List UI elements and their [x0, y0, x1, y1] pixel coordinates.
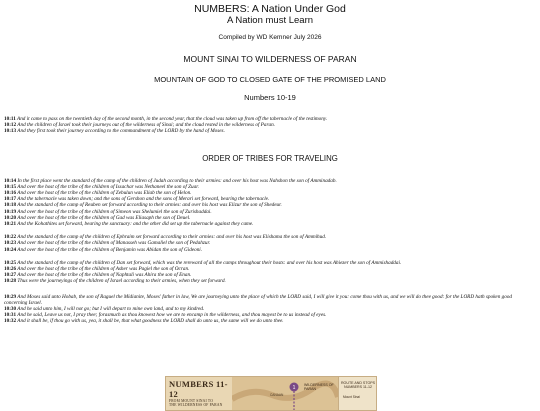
verse-text: And Moses said unto Hobab, the son of Raguel the Midianite, Moses' father in law, We are journeying unto the place of which the LORD said, I will give it you: come thou with us, and we will do thee good: for the LORD hath spoken good concerning Israel.: [4, 293, 512, 306]
verse-number: 10:20: [4, 214, 17, 221]
verse-block-departure: [0, 116, 540, 135]
verse-line: [4, 318, 536, 324]
verse-text: And the children of Israel took their journeys out of the wilderness of Sinai; and the cloud rested in the wilderness of Paran.: [16, 122, 275, 129]
verse-text: And the standard of the camp of the children of Ephraim set forward according to their armies: and over his host was Elishama the son of Ammihud.: [16, 234, 327, 241]
verse-block-dan: [0, 260, 540, 285]
verse-text: And he said unto him, I will not go; but I will depart to mine own land, and to my kindred.: [16, 306, 205, 313]
route-subheading: MOUNTAIN OF GOD TO CLOSED GATE OF THE PROMISED LAND: [154, 75, 386, 84]
verse-text: And the standard of the camp of the children of Dan set forward, which was the rereward of all the camps throughout their hosts: and over his host was Ahiezer the son of Ammishaddai.: [16, 259, 402, 266]
verse-text: And over the host of the tribe of the children of Zebulun was Eliab the son of Helon.: [16, 190, 192, 197]
verse-text: And over the host of the tribe of the children of Asher was Pagiel the son of Ocran.: [16, 266, 190, 273]
verse-text: And it came to pass on the twentieth day of the second month, in the second year, that the cloud was taken up from off the tabernacle of the testimony.: [15, 116, 328, 122]
verse-text: And over the host of the tribe of the children of Benjamin was Abidan the son of Gideoni.: [16, 246, 203, 253]
verse-text: In the first place went the standard of the camp of the children of Judah according to their armies: and over his host was Nahshon the son of Amminadab.: [16, 177, 337, 184]
verse-number: 10:32: [4, 318, 17, 325]
verse-text: And he said, Leave us not, I pray thee; forasmuch as thou knowest how we are to encamp in the wilderness, and thou mayest be to us instead of eyes.: [16, 312, 327, 319]
verse-number: 10:21: [4, 221, 17, 228]
map-route-graphic: [232, 377, 338, 410]
page-title: NUMBERS: A Nation Under God: [194, 3, 346, 15]
verse-text: And over the host of the tribe of the children of Naphtali was Ahira the son of Enan.: [16, 272, 192, 279]
verse-text: And the standard of the camp of Reuben set forward according to their armies: and over his host was Elizur the son of Shedeur.: [16, 202, 282, 209]
verse-block-ephraim: [0, 234, 540, 253]
verse-number: 10:24: [4, 246, 17, 253]
verse-number: 10:29: [4, 293, 17, 300]
verse-text: And over the host of the tribe of the children of Gad was Eliasaph the son of Deuel.: [16, 214, 191, 221]
map-label-canaan: CANAAN: [270, 393, 284, 397]
verse-line: [4, 294, 536, 306]
order-heading: ORDER OF TRIBES FOR TRAVELING: [202, 153, 338, 163]
map-title-box: [169, 379, 231, 410]
verse-number: 10:11: [4, 116, 16, 122]
verse-line: [4, 128, 536, 134]
map-label-paran: WILDERNESS OF PARAN: [304, 383, 334, 391]
route-heading: MOUNT SINAI TO WILDERNESS OF PARAN: [183, 54, 357, 64]
verse-text: And the tabernacle was taken down; and the sons of Gershon and the sons of Merari set forward, bearing the tabernacle.: [16, 196, 270, 203]
verse-number: 10:23: [4, 240, 17, 247]
verse-number: 10:12: [4, 122, 17, 129]
verse-text: Thus were the journeyings of the children of Israel according to their armies, when they set forward.: [16, 278, 226, 285]
verse-number: 10:25: [4, 259, 17, 266]
verse-number: 10:14: [4, 177, 17, 184]
verse-number: 10:13: [4, 128, 17, 135]
verse-text: And over the host of the tribe of the children of Simeon was Shelumiel the son of Zurishaddai.: [16, 208, 212, 215]
map-image: [165, 376, 377, 411]
page-subtitle: A Nation must Learn: [226, 15, 314, 26]
verse-number: 10:31: [4, 312, 17, 319]
verse-text: And the Kohathites set forward, bearing the sanctuary: and the other did set up the tabernacle against they came.: [16, 221, 254, 228]
map-area: [232, 377, 338, 410]
verse-number: 10:18: [4, 202, 17, 209]
verse-text: And they first took their journey according to the commandment of the LORD by the hand of Moses.: [16, 128, 225, 135]
map-legend-item: Mount Sinai: [343, 394, 360, 399]
map-route-marker-1-label: 1: [292, 384, 296, 391]
verse-line: [4, 278, 536, 284]
verse-block-judah-reuben: [0, 178, 540, 228]
verse-number: 10:16: [4, 190, 17, 197]
map-subtitle-line1: FROM MOUNT SINAI TO: [169, 399, 214, 403]
verse-text: And over the host of the tribe of the children of Issachar was Nethaneel the son of Zuar.: [16, 183, 199, 190]
map-legend-title: ROUTE AND STOPS NUMBERS 11-12: [340, 381, 376, 390]
chapter-reference: Numbers 10-19: [244, 93, 296, 102]
map-title: NUMBERS 11-12: [169, 379, 228, 399]
verse-text: And over the host of the tribe of the children of Manasseh was Gamaliel the son of Pedahzur.: [16, 240, 211, 247]
verse-number: 10:17: [4, 196, 17, 203]
verse-block-hobab: [0, 294, 540, 325]
verse-number: 10:26: [4, 266, 17, 273]
verse-number: 10:28: [4, 278, 17, 285]
verse-number: 10:30: [4, 306, 17, 313]
verse-text: And it shall be, if thou go with us, yea, it shall be, that what goodness the LORD shall do unto us, the same will we do unto thee.: [16, 318, 284, 325]
compiled-by: Compiled by WD Kemner July 2026: [218, 34, 322, 41]
verse-number: 10:27: [4, 272, 17, 279]
document-page: [0, 4, 540, 325]
map-subtitle-line2: THE WILDERNESS OF PARAN: [169, 403, 223, 407]
verse-number: 10:22: [4, 234, 17, 241]
verse-number: 10:19: [4, 208, 17, 215]
map-legend-panel: [338, 377, 377, 410]
verse-number: 10:15: [4, 183, 17, 190]
